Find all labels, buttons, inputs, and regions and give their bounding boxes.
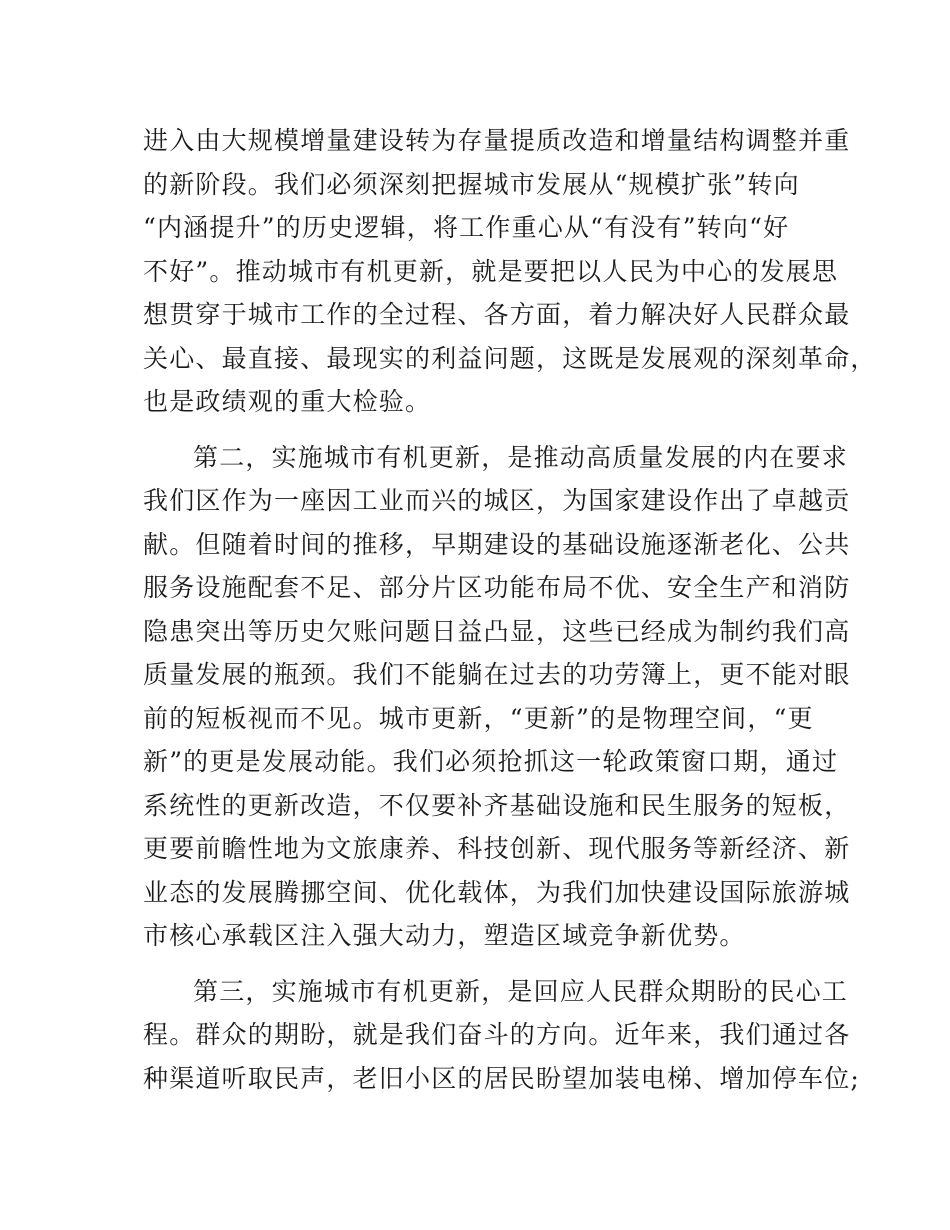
text-line: 更要前瞻性地为文旅康养、科技创新、现代服务等新经济、新 [143, 834, 851, 863]
text-line: “内涵提升”的历史逻辑，将工作重心从“有没有”转向“好 [143, 213, 790, 242]
text-line: 前的短板视而不见。城市更新，“更新”的是物理空间，“更 [143, 703, 814, 733]
paragraph [143, 970, 861, 1101]
text-line: 我们区作为一座因工业而兴的城区，为国家建设作出了卓越贡 [143, 486, 851, 515]
text-line: 想贯穿于城市工作的全过程、各方面，着力解决好人民群众最 [143, 300, 851, 329]
text-line: 系统性的更新改造，不仅要补齐基础设施和民生服务的短板， [143, 790, 851, 820]
text-line: 不好”。推动城市有机更新，就是要把以人民为中心的发展思 [143, 256, 839, 286]
text-line: 的新阶段。我们必须深刻把握城市发展从“规模扩张”转向 [143, 169, 800, 199]
text-line: 质量发展的瓶颈。我们不能躺在过去的功劳簿上，更不能对眼 [143, 660, 851, 689]
text-line: 新”的更是发展动能。我们必须抢抓这一轮政策窗口期，通过 [143, 747, 839, 776]
text-line: 第三，实施城市有机更新，是回应人民群众期盼的民心工 [193, 976, 849, 1006]
text-line: 也是政绩观的重大检验。 [143, 387, 432, 416]
text-line: 程。群众的期盼，就是我们奋斗的方向。近年来，我们通过各 [143, 1020, 851, 1049]
paragraph-gap [143, 424, 833, 436]
text-line: 进入由大规模增量建设转为存量提质改造和增量结构调整并重 [143, 126, 851, 155]
text-line: 隐患突出等历史欠账问题日益凸显，这些已经成为制约我们高 [143, 616, 851, 646]
text-line: 关心、最直接、最现实的利益问题，这既是发展观的深刻革命， [143, 343, 877, 373]
text-line: 市核心承载区注入强大动力，塑造区域竞争新优势。 [143, 921, 746, 950]
body-text [143, 119, 877, 1100]
paragraph [143, 119, 877, 424]
text-line: 种渠道听取民声，老旧小区的居民盼望加装电梯、增加停车位; [143, 1063, 861, 1093]
text-line: 第二，实施城市有机更新，是推动高质量发展的内在要求 [193, 442, 849, 472]
text-line: 服务设施配套不足、部分片区功能布局不优、安全生产和消防 [143, 573, 851, 602]
paragraph [143, 436, 851, 958]
paragraph-gap [143, 958, 833, 970]
text-line: 献。但随着时间的推移，早期建设的基础设施逐渐老化、公共 [143, 529, 851, 559]
text-line: 业态的发展腾挪空间、优化载体，为我们加快建设国际旅游城 [143, 877, 851, 907]
